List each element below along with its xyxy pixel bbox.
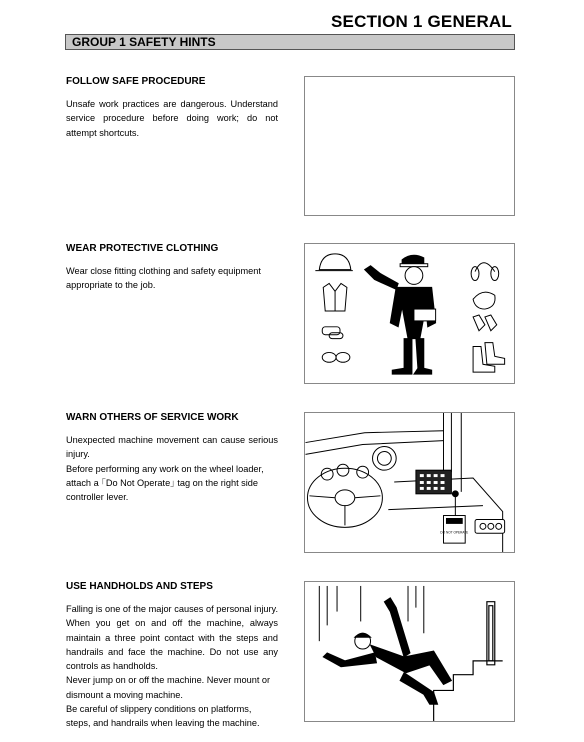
mask-icon	[473, 292, 495, 309]
vest-icon	[323, 283, 347, 311]
section-heading: USE HANDHOLDS AND STEPS	[66, 581, 213, 592]
section-paragraph: Unsafe work practices are dangerous. Understand service procedure before doing work; do not attempt shortcuts.	[66, 99, 278, 138]
handrail-icon	[487, 602, 495, 665]
group-title-bar	[65, 34, 515, 50]
section-use-handholds-and-steps	[66, 581, 278, 731]
boots-icon	[473, 343, 505, 373]
tag-text: DO NOT OPERATE	[440, 530, 469, 535]
goggles-icon	[322, 352, 350, 362]
protective-clothing-illustration	[304, 243, 515, 384]
worker-with-gear-image	[305, 244, 514, 383]
ear-muffs-icon	[471, 263, 499, 281]
section-follow-safe-procedure	[66, 76, 278, 140]
section-heading: WEAR PROTECTIVE CLOTHING	[66, 243, 219, 254]
do-not-operate-tag	[440, 516, 468, 544]
section-paragraph: Never jump on or off the machine. Never mount or dismount a moving machine.	[66, 675, 271, 700]
section-warn-others-service-work	[66, 412, 278, 504]
hard-hat-icon	[315, 254, 352, 271]
section-heading: WARN OTHERS OF SERVICE WORK	[66, 412, 239, 423]
blank-illustration-frame	[304, 76, 515, 216]
section-paragraph: Falling is one of the major causes of personal injury. When you get on and off the machine, always maintain a three point contact with the steps and handrails and face the machine. Do not use any controls as handholds.	[66, 604, 278, 672]
operator-cab-image	[305, 413, 514, 552]
worker-figure-icon	[365, 255, 436, 374]
section-title: SECTION 1 GENERAL	[331, 12, 512, 31]
group-title: GROUP 1 SAFETY HINTS	[72, 35, 216, 49]
controller-lever-icon	[452, 491, 458, 516]
section-wear-protective-clothing	[66, 243, 278, 293]
section-paragraph: Be careful of slippery conditions on platforms, steps, and handrails when leaving the machine.	[66, 704, 260, 729]
gloves-icon	[473, 315, 497, 331]
section-heading: FOLLOW SAFE PROCEDURE	[66, 76, 206, 87]
cab-interior-illustration	[304, 412, 515, 553]
falling-person-illustration	[304, 581, 515, 722]
falling-person-icon	[323, 598, 451, 704]
switch-buttons-icon	[475, 519, 505, 533]
glove-icon	[322, 327, 343, 339]
section-paragraph: Wear close fitting clothing and safety equipment appropriate to the job.	[66, 266, 261, 291]
section-paragraph: Before performing any work on the wheel loader, attach a ｢Do Not Operate｣ tag on the right side controller lever.	[66, 463, 264, 503]
control-panel-icon	[416, 470, 451, 494]
section-paragraph: Unexpected machine movement can cause serious injury.	[66, 435, 278, 460]
vent-icon	[373, 447, 397, 471]
steering-wheel-icon	[307, 468, 382, 527]
motion-lines	[319, 586, 423, 641]
falling-worker-image	[305, 582, 514, 721]
